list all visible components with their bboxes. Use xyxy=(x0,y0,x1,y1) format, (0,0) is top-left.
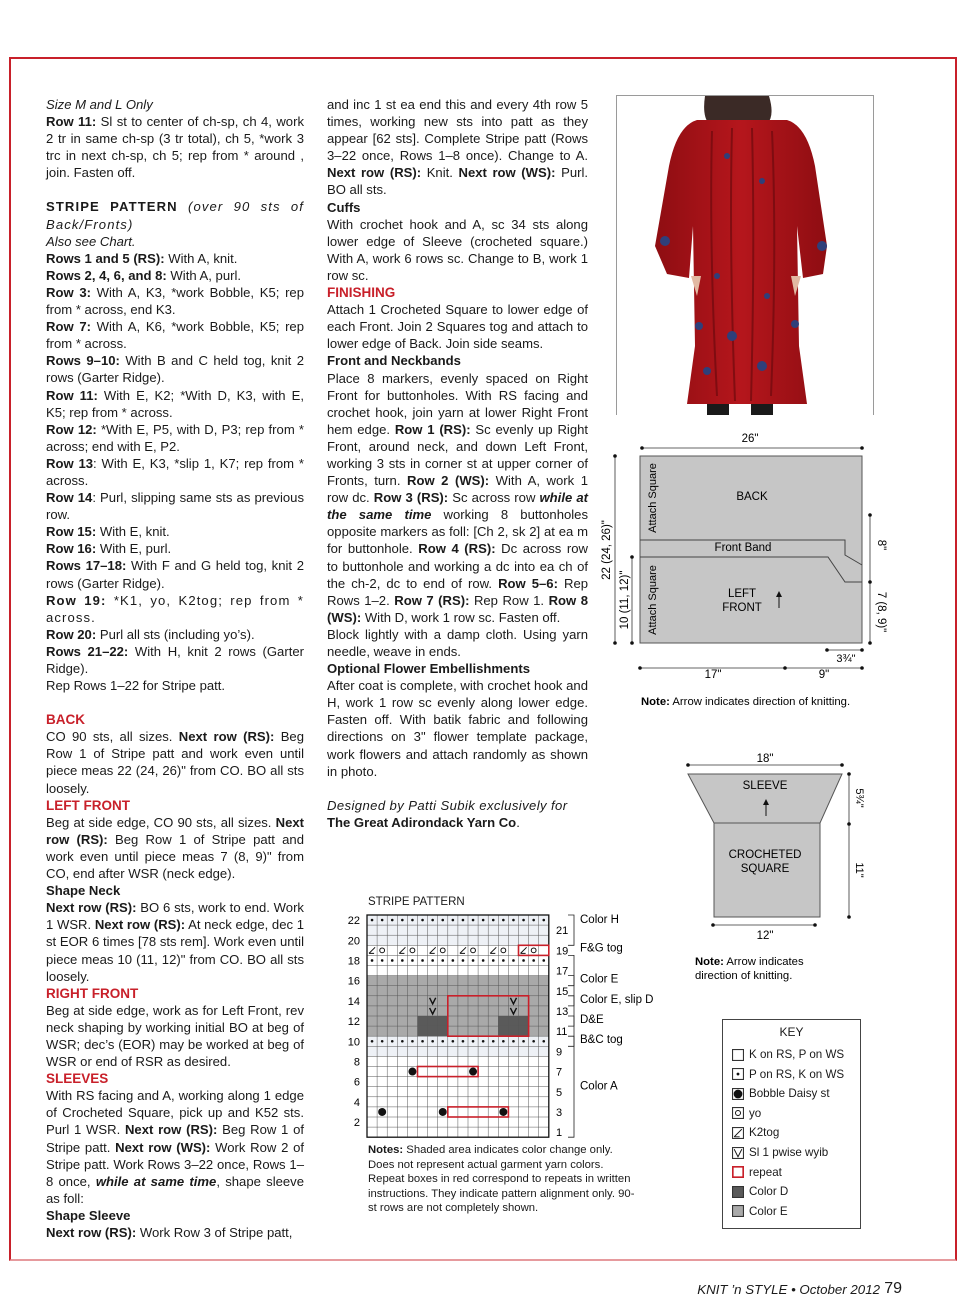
row-number-right: 5 xyxy=(556,1086,563,1099)
bobble-icon xyxy=(378,1108,386,1116)
row-number-left: 18 xyxy=(347,955,360,968)
purl-dot xyxy=(462,919,465,922)
purl-dot xyxy=(411,919,414,922)
shape-sleeve-instructions: Next row (RS): Work Row 3 of Stripe patt, xyxy=(46,1225,293,1240)
stripe-row-instruction: Row 7: With A, K6, *work Bobble, K5; rep from * across. xyxy=(46,319,304,352)
purl-dot xyxy=(472,959,475,962)
color-d-cell xyxy=(498,1026,508,1036)
section-label: Color E, slip D xyxy=(580,993,654,1006)
yarn-company: The Great Adirondack Yarn Co. xyxy=(327,814,520,830)
shape-sleeve-heading: Shape Sleeve xyxy=(46,1207,131,1223)
sleeve-continued-instructions: and inc 1 st ea end this and every 4th row 5 times, working new sts into patt as they appear [62 sts]. Complete Stripe patt (Rows 3–22 once, Rows 1–8 once). Change to A. Next row (RS): Knit. Next row (WS): Purl. BO all sts. xyxy=(327,97,589,198)
row-number-left: 20 xyxy=(347,935,360,948)
key-item-label: Color E xyxy=(749,1204,788,1218)
finishing-heading: FINISHING xyxy=(327,285,396,301)
label-crocheted: CROCHETED xyxy=(728,849,802,861)
purl-dot xyxy=(381,919,384,922)
color-d-cell xyxy=(418,1026,428,1036)
purl-dot xyxy=(431,919,434,922)
purl-dot xyxy=(441,919,444,922)
key-item-label: P on RS, K on WS xyxy=(749,1067,845,1081)
coat-illustration xyxy=(617,96,874,415)
stripe-chart-title: STRIPE PATTERN xyxy=(368,896,465,908)
stripe-row-instruction: Row 12: *With E, P5, with D, P3; rep from * across; end with E, P2. xyxy=(46,421,305,454)
page-number: 79 xyxy=(884,1280,902,1297)
row11-instruction: Row 11: Sl st to center of ch-sp, ch 4, work 2 tr in same ch-sp (3 tr total), ch 5, *work 3 trc in next ch-sp, ch 5; rep from * around , join. Fasten off. xyxy=(46,114,304,181)
chart-key xyxy=(722,1019,861,1229)
designer-credit: Designed by Patti Subik exclusively for xyxy=(327,797,568,813)
label-attach-square-bottom: Attach Square xyxy=(647,565,659,635)
purl-dot xyxy=(411,1040,414,1043)
purl-dot xyxy=(472,919,475,922)
purl-dot xyxy=(512,919,515,922)
row-number-left: 14 xyxy=(347,995,360,1008)
purl-dot xyxy=(502,919,505,922)
front-neckbands-heading: Front and Neckbands xyxy=(327,353,461,369)
dim-sleeve-height: 5¾" xyxy=(853,788,865,808)
purl-dot xyxy=(421,959,424,962)
row-number-right: 19 xyxy=(556,945,569,958)
section-bracket xyxy=(568,915,574,945)
purl-dot xyxy=(532,1040,535,1043)
key-item-label: repeat xyxy=(749,1165,782,1179)
k2tog-icon xyxy=(732,1127,744,1139)
row-number-right: 15 xyxy=(556,985,569,998)
purl-dot xyxy=(482,919,485,922)
purl-dot xyxy=(441,959,444,962)
sleeve-note-line2: direction of knitting. xyxy=(695,970,793,982)
stripe-chart xyxy=(340,910,670,1140)
purl-dot xyxy=(452,1040,455,1043)
section-label: F&G tog xyxy=(580,942,623,955)
section-bracket xyxy=(568,1016,574,1046)
purl-dot xyxy=(492,919,495,922)
bobble-icon xyxy=(499,1108,507,1116)
label-sleeve: SLEEVE xyxy=(742,780,788,792)
key-item-label: K on RS, P on WS xyxy=(749,1048,845,1061)
row-number-right: 1 xyxy=(556,1127,563,1140)
purl-dot xyxy=(542,959,545,962)
yo-circle-icon xyxy=(732,1107,744,1119)
purl-dot xyxy=(391,959,394,962)
label-attach-square-top: Attach Square xyxy=(647,463,659,533)
purl-dot xyxy=(502,1040,505,1043)
key-item xyxy=(732,1185,788,1198)
row-number-right: 13 xyxy=(556,1005,569,1018)
dim-square-width: 12" xyxy=(756,930,774,942)
stripe-row-instruction: Row 20: Purl all sts (including yo’s). xyxy=(46,626,255,642)
purl-dot xyxy=(371,959,374,962)
key-item xyxy=(732,1205,788,1218)
dim-bottom-right: 9" xyxy=(818,669,830,681)
body-schematic xyxy=(600,420,900,720)
key-item xyxy=(732,1087,830,1100)
dim-height-right-upper: 8" xyxy=(875,539,887,551)
purl-dot xyxy=(462,959,465,962)
flower-instructions: After coat is complete, with crochet hook and H, work 1 row sc evenly along lower edge. Fasten off. With batik fabric and following directions on 3" flower template package, work flowers and attach randomly as shown in photo. xyxy=(327,678,588,779)
purl-dot xyxy=(492,1040,495,1043)
key-item-label: K2tog xyxy=(749,1126,780,1140)
sleeves-instructions: With RS facing and A, working along 1 edge of Crocheted Square, pick up and K52 sts. Purl 1 WSR. Next row (RS): Beg Row 1 of Stripe patt. Next row (WS): Work Row 2 of Stripe patt. Work Rows 3–22 once, Rows 1–8 once, while at same time, shape sleeve as foll: xyxy=(46,1088,304,1206)
left-front-instructions: Beg at side edge, CO 90 sts, all sizes. Next row (RS): Beg Row 1 of Stripe patt and work even until piece meas 7 (8, 9)" from CO, end after WSR (neck edge). xyxy=(46,814,304,882)
purl-dot xyxy=(542,1040,545,1043)
column-left xyxy=(46,96,304,1241)
purl-dot xyxy=(472,1040,475,1043)
color-d-cell xyxy=(508,1026,518,1036)
key-item xyxy=(732,1107,761,1120)
key-item-label: Bobble Daisy st xyxy=(749,1087,830,1101)
back-heading: BACK xyxy=(46,712,85,728)
purl-dot xyxy=(421,1040,424,1043)
key-item-label: Color D xyxy=(749,1185,789,1199)
purl-dot xyxy=(431,1040,434,1043)
color-d-cell xyxy=(438,1026,448,1036)
stripe-row-instruction: Row 3: With A, K3, *work Bobble, K5; rep from * across, end K3. xyxy=(46,284,304,318)
section-bracket xyxy=(568,996,574,1026)
color-d-cell xyxy=(428,1026,438,1036)
purl-dot xyxy=(401,1040,404,1043)
dim-height-right-lower: 7 (8, 9)" xyxy=(875,591,887,633)
block-instructions: Block lightly with a damp cloth. Using yarn needle, weave in ends. xyxy=(327,626,588,659)
sleeve-note-line1: Note: Arrow indicates xyxy=(695,956,804,968)
purl-dot xyxy=(542,919,545,922)
stripe-row-instruction: Rows 17–18: With F and G held tog, knit 2 rows (Garter Ridge). xyxy=(46,558,304,591)
dim-neck-width: 3¾" xyxy=(836,653,856,665)
purl-dot xyxy=(522,919,525,922)
bobble-icon xyxy=(439,1108,447,1116)
color-d-cell xyxy=(519,1026,529,1036)
purl-dot xyxy=(512,959,515,962)
label-square: SQUARE xyxy=(740,863,790,875)
dot-square-icon xyxy=(732,1068,744,1080)
column-middle xyxy=(327,96,588,831)
row-number-right: 17 xyxy=(556,965,569,978)
shape-neck-heading: Shape Neck xyxy=(46,883,121,899)
row-number-left: 22 xyxy=(347,915,360,928)
color-d-swatch-icon xyxy=(732,1186,744,1198)
color-d-cell xyxy=(428,1016,438,1026)
purl-dot xyxy=(532,959,535,962)
row-number-right: 7 xyxy=(556,1066,563,1079)
purl-dot xyxy=(482,959,485,962)
row-number-right: 11 xyxy=(556,1026,568,1039)
section-label: B&C tog xyxy=(580,1034,623,1047)
slip-v-icon xyxy=(732,1147,744,1159)
label-front-band: Front Band xyxy=(714,542,772,554)
dim-width-top: 26" xyxy=(741,433,759,445)
sleeves-heading: SLEEVES xyxy=(46,1071,109,1087)
color-d-cell xyxy=(508,1016,518,1026)
row-number-right: 21 xyxy=(556,925,569,938)
stripe-row-instruction: Rows 9–10: With B and C held tog, knit 2 rows (Garter Ridge). xyxy=(46,353,304,386)
finishing-instructions: Attach 1 Crocheted Square to lower edge of each Front. Join 2 Squares tog and attach to lower edge of Back. Join side seams. xyxy=(327,302,588,352)
purl-dot xyxy=(512,1040,515,1043)
section-label: Color E xyxy=(580,973,619,986)
purl-dot xyxy=(421,919,424,922)
key-item xyxy=(732,1126,779,1139)
bobble-icon xyxy=(408,1068,416,1076)
left-front-heading: LEFT FRONT xyxy=(46,797,130,813)
row-number-right: 3 xyxy=(556,1106,563,1119)
stripe-row-instruction: Row 14: Purl, slipping same sts as previous row. xyxy=(46,490,304,523)
size-ml-heading: Size M and L Only xyxy=(46,97,153,112)
row-number-left: 4 xyxy=(353,1096,360,1109)
purl-dot xyxy=(441,1040,444,1043)
purl-dot xyxy=(452,959,455,962)
repeat-box-icon xyxy=(732,1166,744,1178)
stripe-row-list xyxy=(46,250,304,677)
stripe-row-instruction: Row 15: With E, knit. xyxy=(46,524,170,540)
purl-dot xyxy=(522,959,525,962)
front-neckbands-instructions: Place 8 markers, evenly spaced on Right Front for buttonholes. With RS facing and crochet hook, join yarn at lower Right Front hem edge. Row 1 (RS): Sc evenly up Right Front, around neck, and down Left Front, working 3 sts in corner st at upper corner of Fronts, turn. Row 2 (WS): With A, work 1 row dc. Row 3 (RS): Sc across row while at the same time working 8 buttonholes opposite markers as foll: [Ch 2, sk 2] at ea m for buttonhole. Row 4 (RS): Dc across row to buttonhole and working a dc into ea ch of the ch-2, dc to end of row. Row 5–6: Rep Rows 1–2. Row 7 (RS): Rep Row 1. Row 8 (WS): With D, work 1 row sc. Fasten off. xyxy=(327,370,589,625)
stripe-row-instruction: Rows 21–22: With H, knit 2 rows (Garter Ridge). xyxy=(46,643,304,676)
bobble-icon xyxy=(732,1088,744,1100)
footer-magazine: KNIT ’n STYLE • October 2012 xyxy=(697,1282,880,1297)
label-left-front-1: LEFT xyxy=(727,588,757,600)
stripe-repeat-note: Rep Rows 1–22 for Stripe patt. xyxy=(46,678,226,694)
dim-square-height: 11" xyxy=(853,862,865,878)
key-item-label: yo xyxy=(749,1106,762,1120)
flower-heading: Optional Flower Embellishments xyxy=(327,661,530,677)
color-d-cell xyxy=(418,1016,428,1026)
purl-dot xyxy=(391,919,394,922)
purl-dot xyxy=(431,959,434,962)
purl-dot xyxy=(522,1040,525,1043)
color-e-swatch-icon xyxy=(732,1205,744,1217)
shape-neck-instructions: Next row (RS): BO 6 sts, work to end. Work 1 WSR. Next row (RS): At neck edge, dec 1 st EOR 6 times [78 sts rem]. Work even until piece meas 10 (11, 12)" from CO. BO all sts loosely. xyxy=(46,900,304,984)
key-item xyxy=(732,1146,828,1159)
dim-bottom-left: 17" xyxy=(704,669,722,681)
garment-photo xyxy=(616,95,874,415)
purl-dot xyxy=(381,1040,384,1043)
stripe-row-instruction: Row 13: With E, K3, *slip 1, K7; rep from * across. xyxy=(46,455,304,488)
label-back: BACK xyxy=(736,491,768,503)
stripe-row-instruction: Row 11: With E, K2; *With D, K3, with E, K5; rep from * across. xyxy=(46,387,304,420)
section-bracket xyxy=(568,976,574,1006)
purl-dot xyxy=(492,959,495,962)
label-left-front-2: FRONT xyxy=(722,602,762,614)
key-item xyxy=(732,1048,844,1061)
stripe-pattern-heading: STRIPE PATTERN (over 90 sts of Back/Fronts) xyxy=(46,199,304,232)
purl-dot xyxy=(381,959,384,962)
section-bracket xyxy=(568,1036,574,1137)
key-item xyxy=(732,1166,782,1179)
section-label: D&E xyxy=(580,1014,604,1027)
stripe-row-instruction: Row 19: *K1, yo, K2tog; rep from * across. xyxy=(46,592,304,625)
purl-dot xyxy=(371,919,374,922)
sleeve-schematic xyxy=(670,740,890,990)
bobble-icon xyxy=(469,1068,477,1076)
purl-dot xyxy=(401,919,404,922)
row-number-left: 12 xyxy=(347,1016,360,1029)
key-item xyxy=(732,1068,844,1081)
purl-dot xyxy=(462,1040,465,1043)
right-front-instructions: Beg at side edge, work as for Left Front, rev neck shaping by working initial BO at beg of WSR; dec’s (EOR) may be worked at beg of WSR or end of RSR as desired. xyxy=(46,1002,304,1070)
color-d-cell xyxy=(498,1016,508,1026)
row-number-left: 10 xyxy=(347,1036,360,1049)
back-instructions: CO 90 sts, all sizes. Next row (RS): Beg Row 1 of Stripe patt and work even until piece meas 22 (24, 26)" from CO. BO all sts loosely. xyxy=(46,729,304,796)
dim-height-total: 22 (24, 26)" xyxy=(601,520,613,580)
section-label: Color A xyxy=(580,1080,618,1093)
stripe-see-chart: Also see Chart. xyxy=(46,233,136,249)
purl-dot xyxy=(391,1040,394,1043)
stripe-row-instruction: Rows 1 and 5 (RS): With A, knit. xyxy=(46,250,238,266)
purl-dot xyxy=(401,959,404,962)
dim-sleeve-width-top: 18" xyxy=(756,753,774,765)
color-d-cell xyxy=(519,1016,529,1026)
right-front-heading: RIGHT FRONT xyxy=(46,985,139,1001)
row-number-left: 2 xyxy=(353,1117,360,1130)
row-number-left: 8 xyxy=(353,1056,360,1069)
row-number-left: 6 xyxy=(353,1076,360,1089)
stripe-chart-notes: Notes: Shaded area indicates color change only. Does not represent actual garment yarn colors. Repeat boxes in red correspond to repeats in written instructions. They indicate pattern alignment only. 90-st rows are not completely shown. xyxy=(368,1144,635,1215)
body-schematic-note: Note: Arrow indicates direction of knitting. xyxy=(641,696,851,708)
empty-square-icon xyxy=(732,1049,744,1061)
dim-height-front: 10 (11, 12)" xyxy=(619,570,631,630)
row-number-right: 9 xyxy=(556,1046,563,1059)
key-title: KEY xyxy=(779,1025,804,1039)
purl-dot xyxy=(452,919,455,922)
row-number-left: 16 xyxy=(347,975,360,988)
cuffs-heading: Cuffs xyxy=(327,199,361,215)
purl-dot xyxy=(482,1040,485,1043)
section-label: Color H xyxy=(580,914,619,927)
stripe-row-instruction: Row 16: With E, purl. xyxy=(46,541,172,557)
cuffs-instructions: With crochet hook and A, sc 34 sts along lower edge of Sleeve (crocheted square.) With A, work 6 rows sc. Change to B, work 1 row sc. xyxy=(327,216,588,283)
purl-dot xyxy=(532,919,535,922)
stripe-row-instruction: Rows 2, 4, 6, and 8: With A, purl. xyxy=(46,267,242,283)
purl-dot xyxy=(371,1040,374,1043)
purl-dot xyxy=(411,959,414,962)
section-bracket xyxy=(568,955,574,985)
key-item-label: Sl 1 pwise wyib xyxy=(749,1146,829,1159)
color-d-cell xyxy=(438,1016,448,1026)
purl-dot xyxy=(502,959,505,962)
